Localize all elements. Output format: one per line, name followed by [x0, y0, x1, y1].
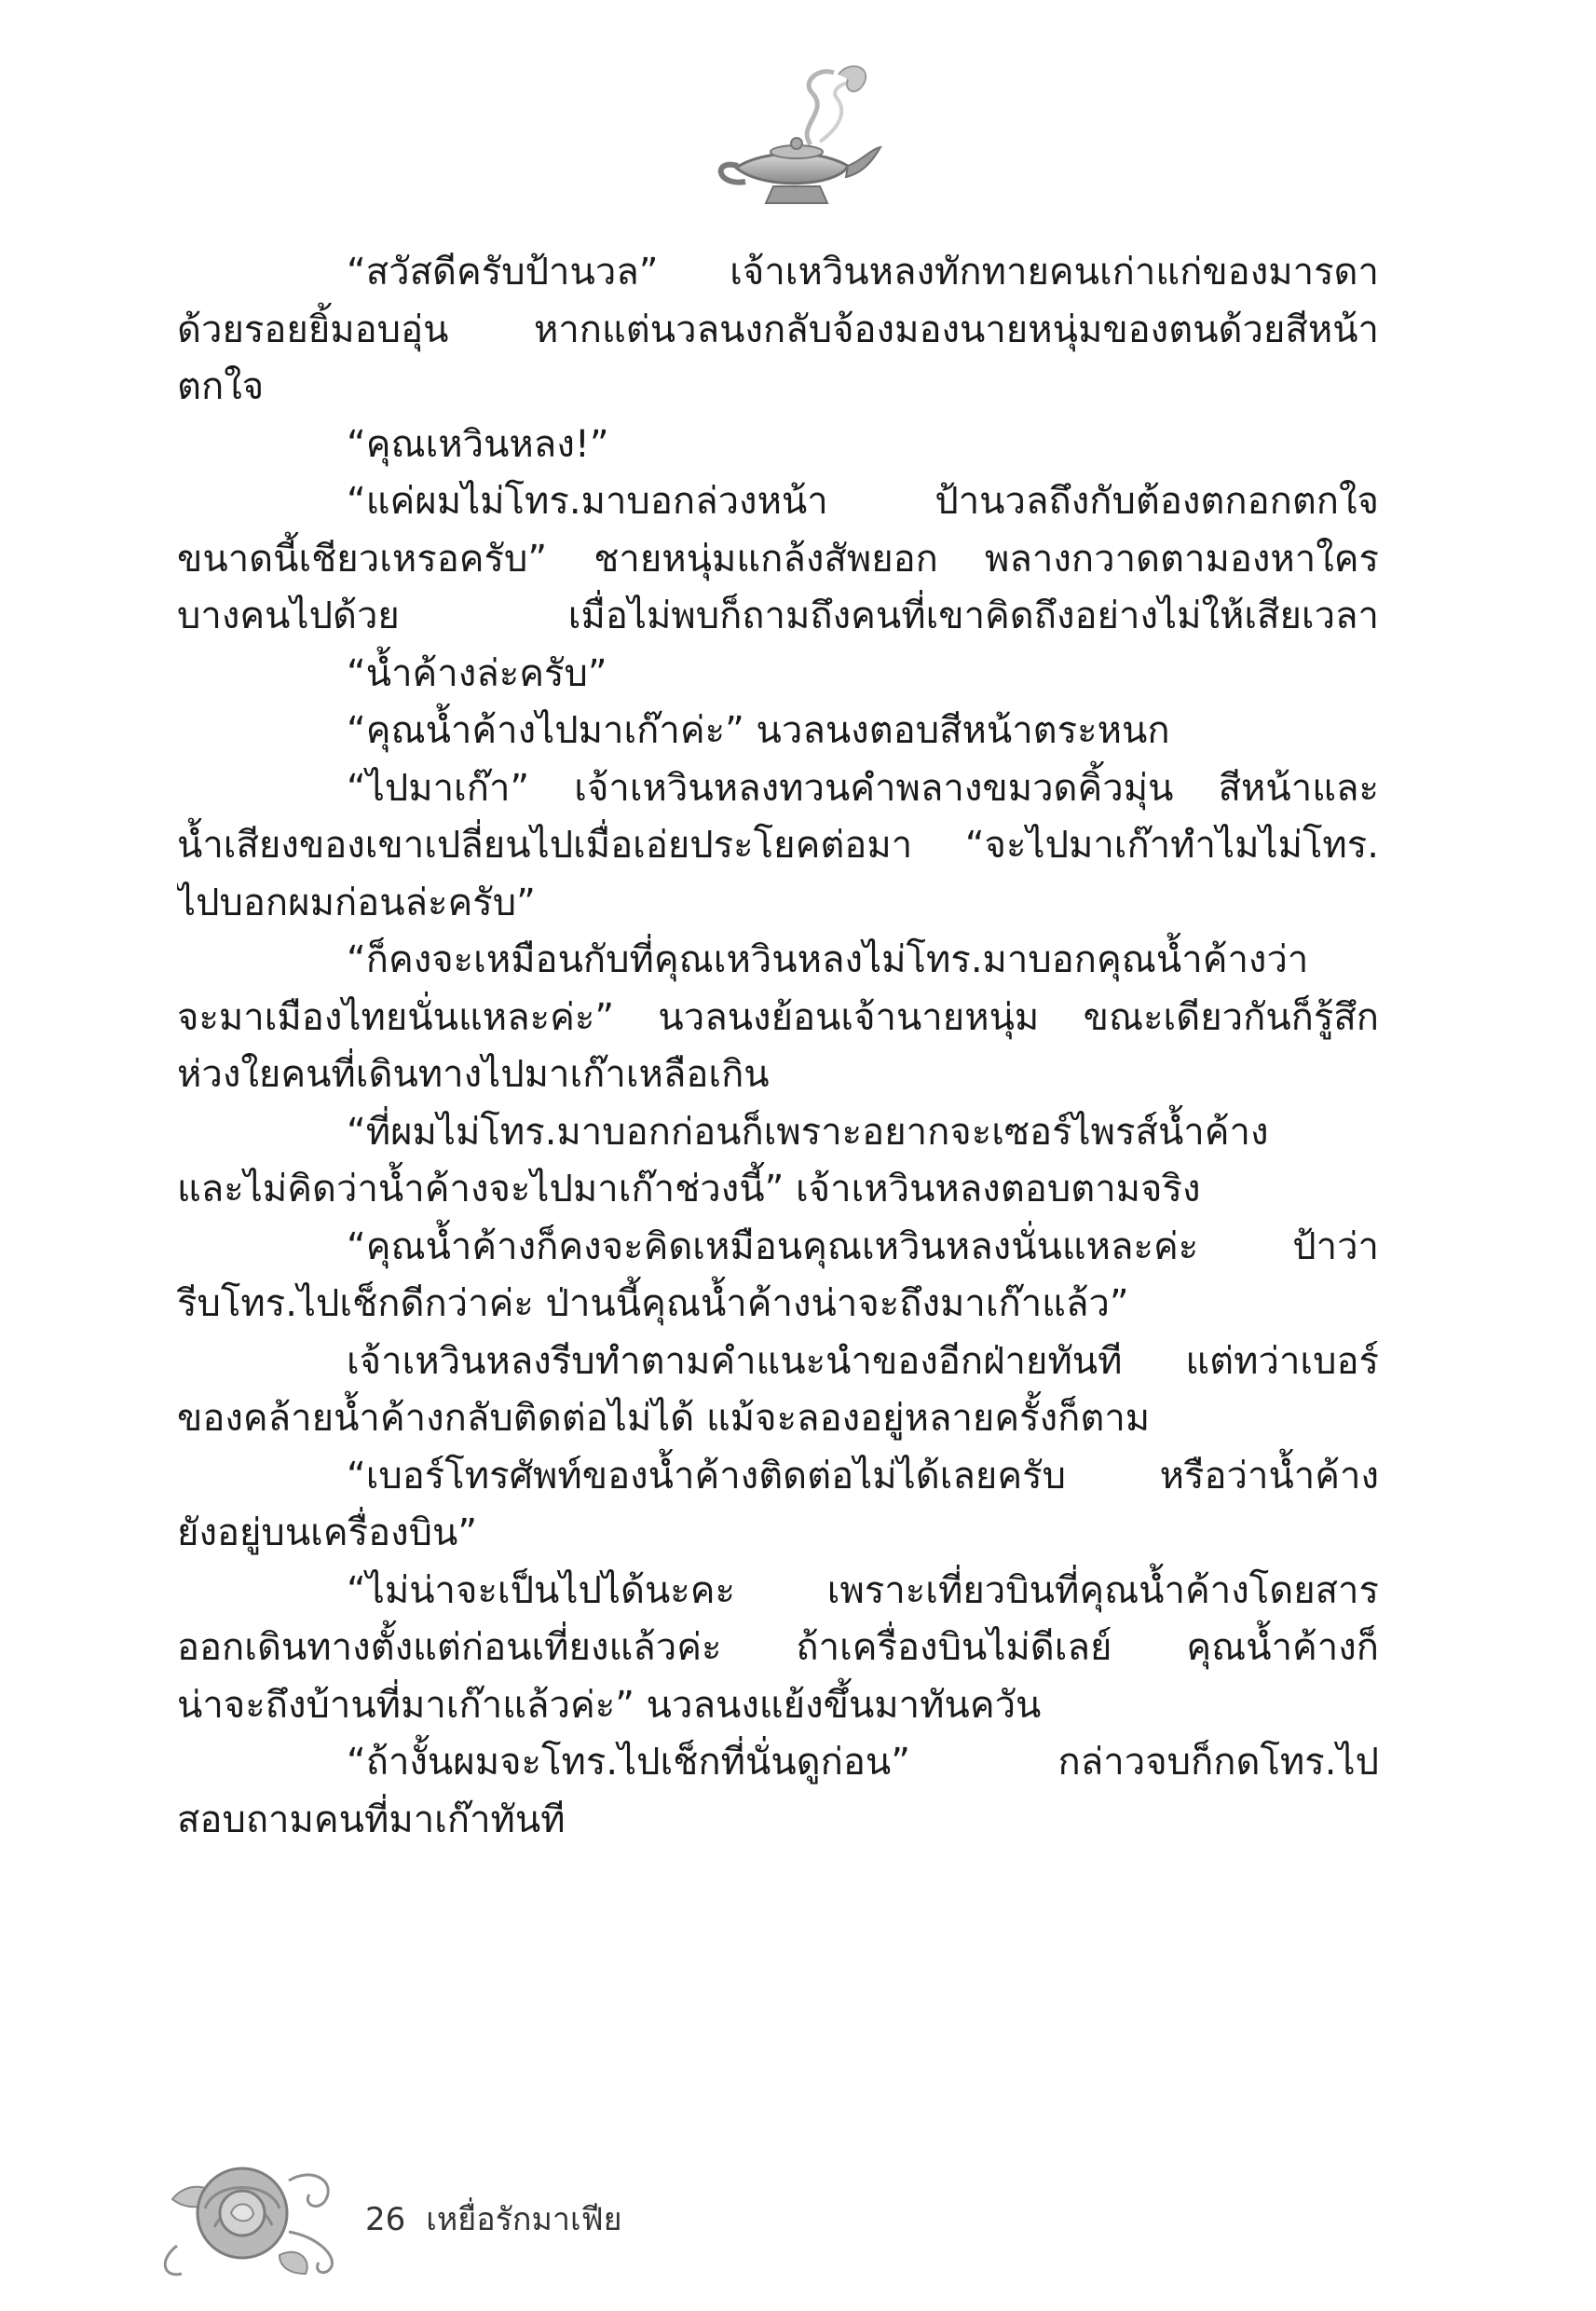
text-line: น้ำเสียงของเขาเปลี่ยนไปเมื่อเอ่ยประโยคต่อมา “จะไปมาเก๊าทำไมไม่โทร. — [177, 824, 1379, 867]
text-line: ห่วงใยคนที่เดินทางไปมาเก๊าเหลือเกิน — [177, 1053, 770, 1096]
text-line: ด้วยรอยยิ้มอบอุ่น หากแต่นวลนงกลับจ้องมองนายหนุ่มของตนด้วยสีหน้า — [177, 308, 1379, 351]
text-line: “น้ำค้างล่ะครับ” — [347, 651, 607, 695]
text-line: จะมาเมืองไทยนั่นแหละค่ะ” นวลนงย้อนเจ้านายหนุ่ม ขณะเดียวกันก็รู้สึก — [177, 995, 1379, 1039]
text-line: “ที่ผมไม่โทร.มาบอกก่อนก็เพราะอยากจะเซอร์ไพรส์น้ำค้าง — [347, 1110, 1269, 1154]
book-title: เหยื่อรักมาเฟีย — [426, 2201, 622, 2238]
body-text — [177, 244, 1379, 1849]
text-line: น่าจะถึงบ้านที่มาเก๊าแล้วค่ะ” นวลนงแย้งขึ้นมาทันควัน — [177, 1683, 1042, 1727]
text-line: ยังอยู่บนเครื่องบิน” — [177, 1511, 478, 1554]
text-line: ของคล้ายน้ำค้างกลับติดต่อไม่ได้ แม้จะลองอยู่หลายครั้งก็ตาม — [177, 1397, 1151, 1440]
text-line: “สวัสดีครับป้านวล” เจ้าเหวินหลงทักทายคนเก่าแก่ของมารดา — [347, 251, 1379, 294]
page-number: 26 — [365, 2201, 406, 2238]
text-line: “ไปมาเก๊า” เจ้าเหวินหลงทวนคำพลางขมวดคิ้วมุ่น สีหน้าและ — [347, 766, 1379, 810]
text-line: บางคนไปด้วย เมื่อไม่พบก็ถามถึงคนที่เขาคิดถึงอย่างไม่ให้เสียเวลา — [177, 595, 1379, 637]
text-line: ออกเดินทางตั้งแต่ก่อนเที่ยงแล้วค่ะ ถ้าเครื่องบินไม่ดีเลย์ คุณน้ำค้างก็ — [177, 1626, 1379, 1669]
footer-text — [365, 2194, 622, 2244]
text-line: และไม่คิดว่าน้ำค้างจะไปมาเก๊าช่วงนี้” เจ้าเหวินหลงตอบตามจริง — [177, 1168, 1201, 1210]
text-line: ตกใจ — [177, 365, 265, 408]
text-line: รีบโทร.ไปเช็กดีกว่าค่ะ ป่านนี้คุณน้ำค้างน่าจะถึงมาเก๊าแล้ว” — [177, 1282, 1129, 1325]
page-footer — [149, 2143, 801, 2283]
text-line: “ถ้างั้นผมจะโทร.ไปเช็กที่นั่นดูก่อน” กล่าวจบก็กดโทร.ไป — [347, 1741, 1379, 1784]
text-line: “คุณเหวินหลง!” — [347, 422, 609, 466]
text-line: “ไม่น่าจะเป็นไปได้นะคะ เพราะเที่ยวบินที่คุณน้ำค้างโดยสาร — [347, 1568, 1379, 1612]
text-line: “เบอร์โทรศัพท์ของน้ำค้างติดต่อไม่ได้เลยครับ หรือว่าน้ำค้าง — [347, 1454, 1379, 1497]
text-line: “ก็คงจะเหมือนกับที่คุณเหวินหลงไม่โทร.มาบอกคุณน้ำค้างว่า — [347, 938, 1309, 981]
rose-ornament-icon — [149, 2143, 354, 2283]
text-line: ขนาดนี้เชียวเหรอครับ” ชายหนุ่มแกล้งสัพยอก พลางกวาดตามองหาใคร — [177, 537, 1379, 581]
text-line: สอบถามคนที่มาเก๊าทันที — [177, 1798, 566, 1841]
text-line: “แค่ผมไม่โทร.มาบอกล่วงหน้า ป้านวลถึงกับต้องตกอกตกใจ — [347, 480, 1379, 523]
genie-lamp-icon — [708, 56, 885, 214]
text-line: ไปบอกผมก่อนล่ะครับ” — [177, 881, 536, 924]
text-line: เจ้าเหวินหลงรีบทำตามคำแนะนำของอีกฝ่ายทันที แต่ทว่าเบอร์ — [347, 1339, 1379, 1383]
text-line: “คุณน้ำค้างก็คงจะคิดเหมือนคุณเหวินหลงนั่นแหละค่ะ ป้าว่า — [347, 1224, 1379, 1268]
text-line: “คุณน้ำค้างไปมาเก๊าค่ะ” นวลนงตอบสีหน้าตระหนก — [347, 709, 1170, 752]
